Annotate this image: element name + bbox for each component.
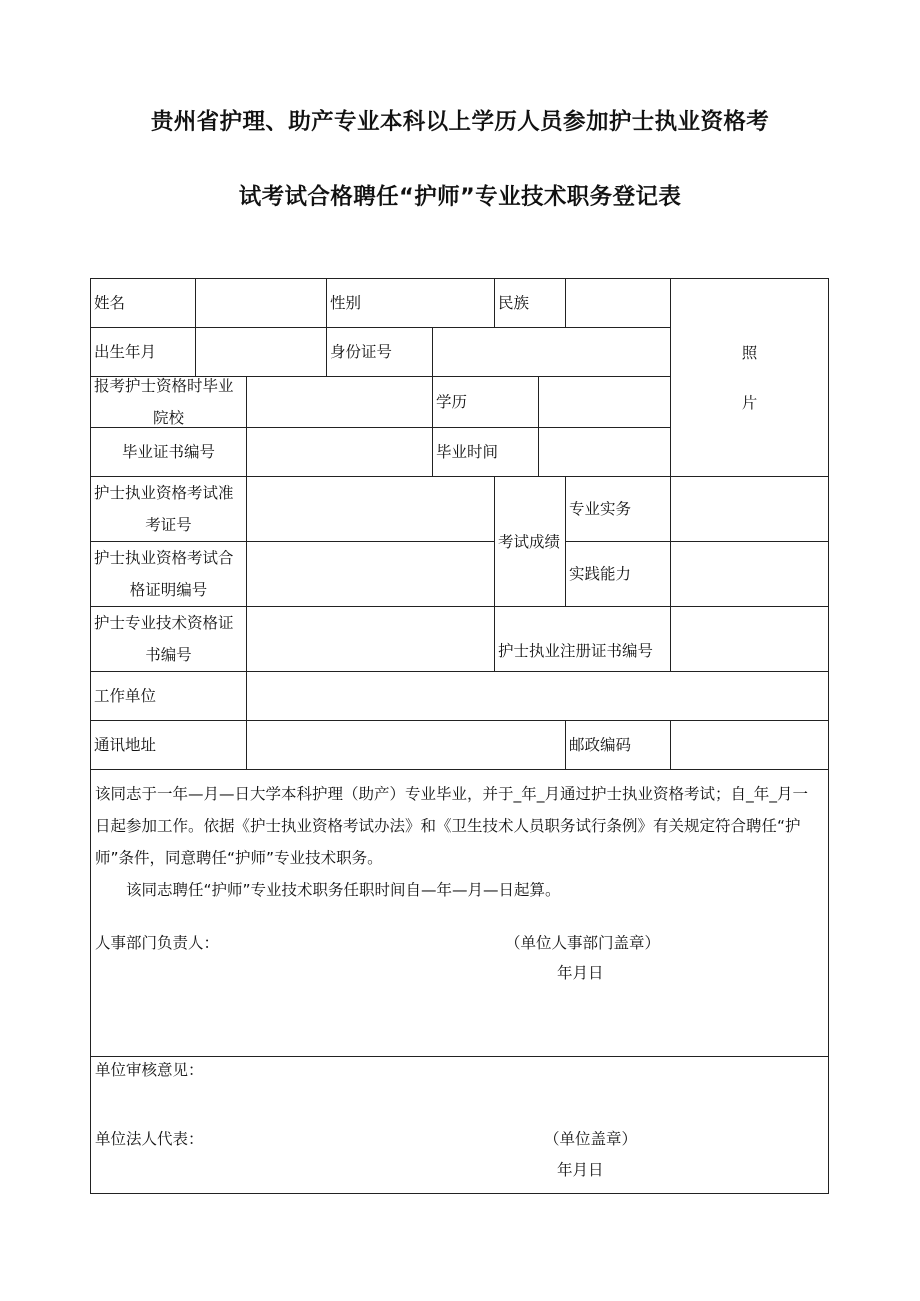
id-number-label: 身份证号: [327, 328, 433, 377]
hr-stamp-label: （单位人事部门盖章）: [505, 934, 661, 952]
review-section: [91, 1057, 828, 1194]
certificate-label-text: 护士执业资格考试合格证明编号: [94, 549, 234, 599]
review-opinion-label: 单位审核意见：: [95, 1061, 204, 1079]
school-label-text: 报考护士资格时毕业院校: [94, 377, 234, 427]
graduation-label: 毕业时间: [433, 428, 539, 477]
ability-value[interactable]: [671, 542, 828, 607]
photo-box[interactable]: [671, 279, 828, 477]
diploma-value[interactable]: [247, 428, 433, 477]
admission-label-text: 护士执业资格考试准考证号: [94, 484, 234, 534]
practice-label: 专业实务: [566, 477, 671, 542]
graduation-value[interactable]: [539, 428, 671, 477]
approval-paragraph-1: 该同志于一年—月—日大学本科护理（助产）专业毕业，并于_年_月通过护士执业资格考试；自_年_月一日起参加工作。依据《护士执业资格考试办法》和《卫生技术人员职务试行条例》有关规定符合聘任“护师”条件，同意聘任“护师”专业技术职务。: [95, 785, 809, 867]
birth-value[interactable]: [196, 328, 327, 377]
education-label: 学历: [433, 377, 539, 428]
practice-value[interactable]: [671, 477, 828, 542]
postcode-label: 邮政编码: [566, 721, 671, 770]
ability-label: 实践能力: [566, 542, 671, 607]
legal-representative-label: 单位法人代表：: [95, 1130, 204, 1148]
approval-section: [91, 770, 828, 1057]
name-value[interactable]: [196, 279, 327, 328]
registration-label: 护士执业注册证书编号: [495, 607, 671, 672]
employer-label: 工作单位: [91, 672, 247, 721]
ethnicity-value[interactable]: [566, 279, 671, 328]
name-label: 姓名: [91, 279, 196, 328]
diploma-label: 毕业证书编号: [91, 428, 247, 477]
education-value[interactable]: [539, 377, 671, 428]
gender-label: 性别: [327, 279, 495, 328]
certificate-value[interactable]: [247, 542, 495, 607]
address-value[interactable]: [247, 721, 566, 770]
birth-label: 出生年月: [91, 328, 196, 377]
registration-form: [90, 278, 829, 1194]
unit-stamp-label: （单位盖章）: [544, 1130, 638, 1148]
certificate-label: [91, 542, 247, 607]
qualification-label-text: 护士专业技术资格证书编号: [94, 614, 234, 664]
registration-value[interactable]: [671, 607, 828, 672]
ethnicity-label: 民族: [495, 279, 566, 328]
review-date-label: 年月日: [557, 1161, 604, 1179]
photo-label-1: 照: [741, 343, 758, 362]
hr-head-label: 人事部门负责人：: [95, 934, 220, 952]
school-value[interactable]: [247, 377, 433, 428]
postcode-value[interactable]: [671, 721, 828, 770]
admission-label: [91, 477, 247, 542]
form-title-line-1: 贵州省护理、助产专业本科以上学历人员参加护士执业资格考: [150, 109, 770, 135]
approval-date-label: 年月日: [557, 964, 604, 982]
photo-label-2: 片: [741, 393, 758, 412]
id-number-value[interactable]: [433, 328, 671, 377]
employer-value[interactable]: [247, 672, 828, 721]
admission-value[interactable]: [247, 477, 495, 542]
qualification-value[interactable]: [247, 607, 495, 672]
approval-paragraph-2: 该同志聘任“护师”专业技术职务任职时间自—年—月—日起算。: [126, 881, 561, 899]
address-label: 通讯地址: [91, 721, 247, 770]
qualification-label: [91, 607, 247, 672]
score-label: 考试成绩: [495, 477, 566, 607]
school-label: [91, 377, 247, 428]
form-title-line-2: 试考试合格聘任“护师”专业技术职务登记表: [238, 184, 682, 210]
